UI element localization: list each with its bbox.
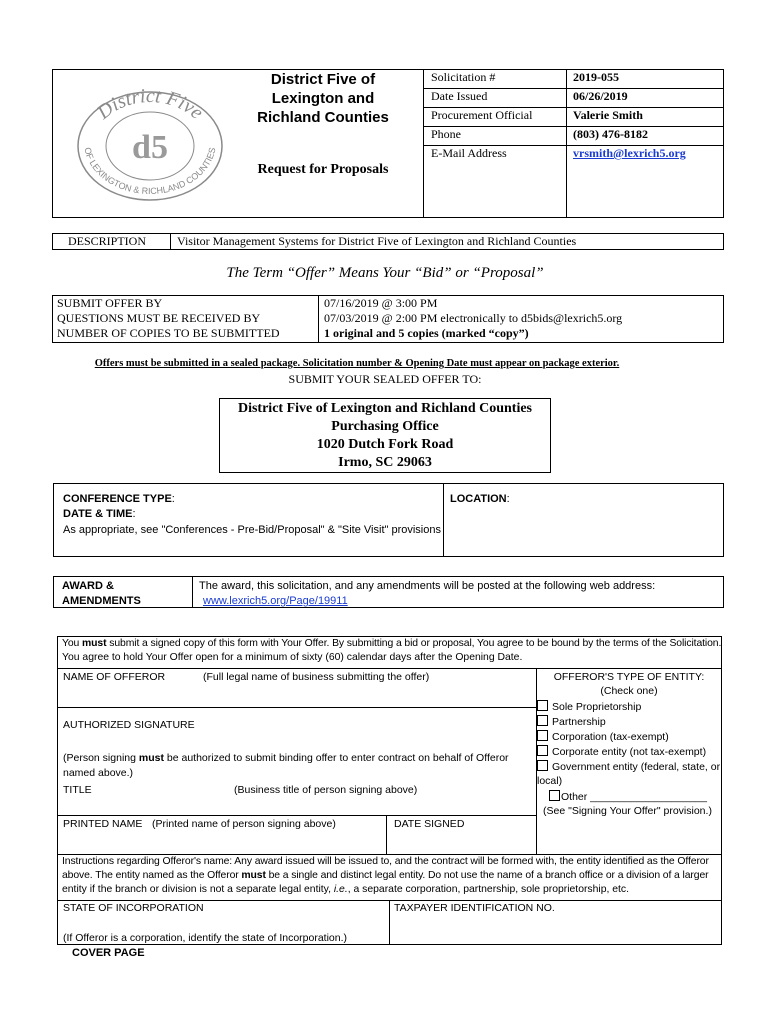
procurement-official-value: Valerie Smith: [573, 108, 643, 122]
signing-note: (Person signing must be authorized to submit binding offer to enter contract on behalf of Offeror: [63, 752, 509, 764]
entity-option-other[interactable]: Other ____________________: [549, 790, 707, 803]
checkbox-icon: [537, 745, 548, 756]
entity-option-corporation-tax-exempt[interactable]: Corporation (tax-exempt): [537, 730, 669, 743]
phone-value: (803) 476-8182: [573, 127, 648, 141]
questions-label: QUESTIONS MUST BE RECEIVED BY: [57, 311, 261, 325]
state-hint: (If Offeror is a corporation, identify the state of Incorporation.): [63, 932, 348, 944]
conference-note: As appropriate, see "Conferences - Pre-Bid/Proposal" & "Site Visit" provisions: [63, 524, 441, 536]
state-of-incorporation-field[interactable]: [60, 915, 385, 929]
conference-type-label: CONFERENCE TYPE:: [63, 493, 175, 505]
submit-offer-value: 07/16/2019 @ 3:00 PM: [324, 296, 438, 310]
title-field[interactable]: [60, 797, 532, 813]
copies-value: 1 original and 5 copies (marked “copy”): [324, 326, 529, 340]
address-block: District Five of Lexington and Richland Counties Purchasing Office 1020 Dutch Fork Road Irmo, SC 29063: [237, 401, 532, 470]
signing-note-line2: named above.): [63, 767, 134, 779]
checkbox-icon: [537, 730, 548, 741]
instructions-line1: Instructions regarding Offeror's name: Any award issued will be issued to, and the contract will be formed with, the entity identified as the Offeror: [62, 856, 709, 867]
entity-type-title: OFFEROR'S TYPE OF ENTITY:: [553, 671, 705, 683]
checkbox-icon: [537, 760, 548, 771]
award-text: The award, this solicitation, and any amendments will be posted at the following web address:: [199, 580, 656, 592]
description-label: DESCRIPTION: [68, 234, 147, 248]
email-label: E-Mail Address: [431, 146, 507, 160]
logo-bottom-text: OF LEXINGTON & RICHLAND COUNTIES: [82, 146, 218, 197]
submit-offer-label: SUBMIT OFFER BY: [57, 296, 163, 310]
org-name: District Five of Lexington and Richland Counties: [257, 71, 389, 126]
location-label: LOCATION:: [450, 493, 510, 505]
date-signed-label: DATE SIGNED: [394, 818, 465, 830]
solicitation-value: 2019-055: [573, 70, 619, 84]
logo-top-text: District Five: [93, 88, 208, 124]
award-label: AWARD & AMENDMENTS: [62, 580, 141, 607]
name-of-offeror-hint: (Full legal name of business submitting the offer): [203, 671, 430, 683]
procurement-official-label: Procurement Official: [431, 108, 533, 122]
printed-name-field[interactable]: [60, 832, 382, 852]
sealed-notice: Offers must be submitted in a sealed package. Solicitation number & Opening Date must appear on package exterior.: [94, 358, 620, 369]
checkbox-icon: [549, 790, 560, 801]
solicitation-label: Solicitation #: [431, 70, 496, 84]
name-of-offeror-field[interactable]: [60, 684, 532, 704]
checkbox-icon: [537, 715, 548, 726]
entity-check-one: (Check one): [600, 685, 658, 697]
doc-type-title: Request for Proposals: [257, 162, 389, 177]
name-of-offeror-label: NAME OF OFFEROR: [63, 671, 166, 683]
entity-option-corporate-entity[interactable]: Corporate entity (not tax-exempt): [537, 745, 706, 758]
taxpayer-id-field[interactable]: [392, 915, 718, 941]
entity-note: (See "Signing Your Offer" provision.): [543, 805, 712, 817]
printed-name-hint: (Printed name of person signing above): [152, 818, 336, 830]
logo-center-mark: d5: [132, 129, 168, 166]
instructions-line2: above. The entity named as the Offeror must be a single and distinct legal entity. Do not use the name of a branch office or a division of a larger: [62, 870, 709, 881]
authorized-signature-label: AUTHORIZED SIGNATURE: [63, 719, 195, 731]
questions-value: 07/03/2019 @ 2:00 PM electronically to d5bids@lexrich5.org: [324, 311, 623, 325]
offeror-intro-line2: You agree to hold Your Offer open for a minimum of sixty (60) calendar days after the Opening Date.: [62, 652, 523, 663]
offer-heading: The Term “Offer” Means Your “Bid” or “Proposal”: [226, 265, 544, 281]
date-issued-value: 06/26/2019: [573, 89, 628, 103]
award-url-link[interactable]: www.lexrich5.org/Page/19911: [203, 595, 348, 607]
submit-to-heading: SUBMIT YOUR SEALED OFFER TO:: [288, 372, 482, 386]
phone-label: Phone: [431, 127, 461, 141]
title-hint: (Business title of person signing above): [234, 784, 418, 796]
email-link[interactable]: vrsmith@lexrich5.org: [573, 146, 686, 160]
entity-option-sole-proprietorship[interactable]: Sole Proprietorship: [537, 700, 641, 713]
entity-option-government-entity[interactable]: Government entity (federal, state, or: [537, 760, 720, 773]
date-time-label: DATE & TIME:: [63, 508, 136, 520]
authorized-signature-field[interactable]: [60, 733, 532, 749]
checkbox-icon: [537, 700, 548, 711]
taxpayer-id-label: TAXPAYER IDENTIFICATION NO.: [394, 902, 555, 914]
date-signed-field[interactable]: [390, 832, 532, 852]
district-logo: [70, 88, 230, 203]
cover-page-footer: COVER PAGE: [72, 947, 145, 959]
offeror-intro-line1: You must submit a signed copy of this form with Your Offer. By submitting a bid or proposal, You agree to be bound by the terms of the Solicitation.: [62, 638, 722, 649]
printed-name-label: PRINTED NAME: [63, 818, 143, 830]
instructions-line3: entity if the branch or division is not a separate legal entity, i.e., a separate corporation, partnership, sole proprietorship, etc.: [62, 884, 630, 895]
entity-option-government-local: local): [537, 775, 563, 787]
title-label: TITLE: [63, 784, 92, 796]
entity-option-partnership[interactable]: Partnership: [537, 715, 606, 728]
date-issued-label: Date Issued: [431, 89, 488, 103]
copies-label: NUMBER OF COPIES TO BE SUBMITTED: [57, 326, 280, 340]
description-value: Visitor Management Systems for District Five of Lexington and Richland Counties: [177, 234, 577, 248]
state-of-incorporation-label: STATE OF INCORPORATION: [63, 902, 204, 914]
